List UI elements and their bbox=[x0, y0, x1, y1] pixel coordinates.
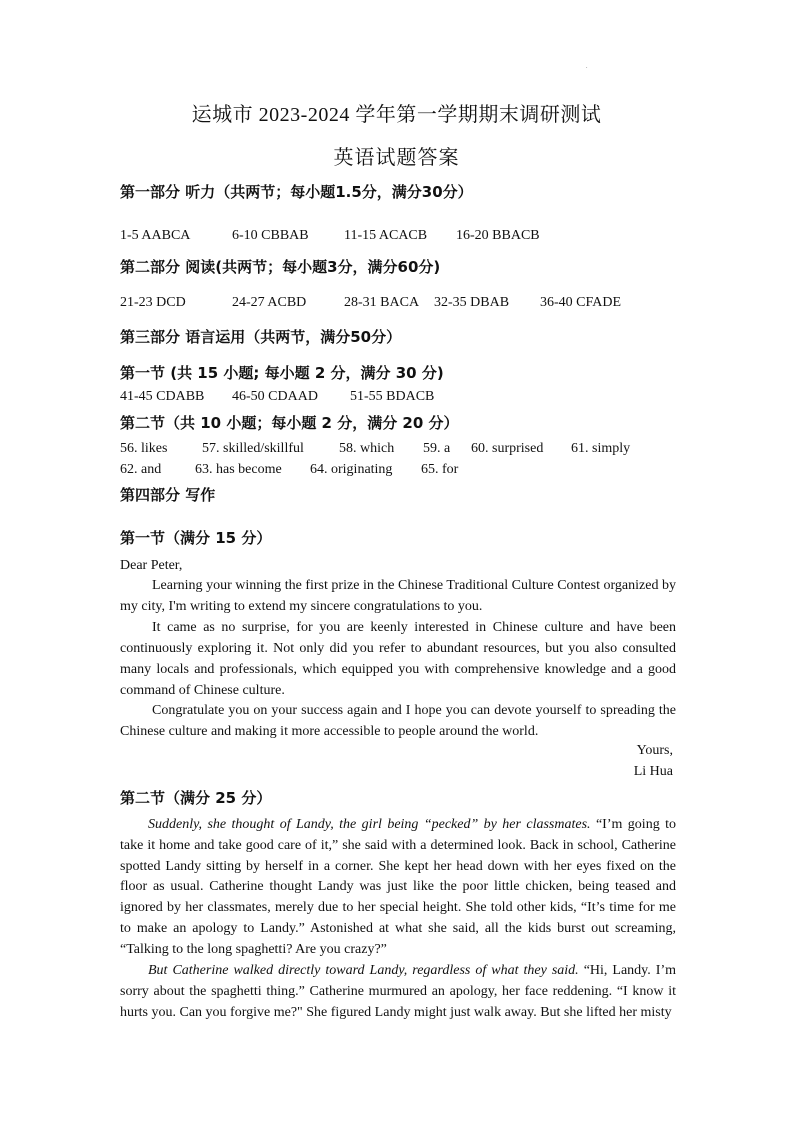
answer-group: 36-40 CFADE bbox=[540, 295, 622, 310]
answer-group: 6-10 CBBAB bbox=[232, 228, 309, 243]
answer-group: 28-31 BACA bbox=[344, 295, 420, 310]
essay-paragraph-1 bbox=[120, 815, 676, 961]
answer-item: 62. and bbox=[120, 462, 162, 477]
decorative-dot: . bbox=[586, 64, 588, 70]
exam-subtitle: 英语试题答案 bbox=[333, 147, 460, 169]
part4-section1-heading: 第一节（满分 15 分） bbox=[120, 529, 272, 547]
letter-paragraph: Learning your winning the first prize in the Chinese Traditional Culture Contest organized by my city, I'm writing to extend my sincere congratulations to you. bbox=[120, 578, 676, 614]
exam-title: 运城市 2023-2024 学年第一学期期末调研测试 bbox=[191, 104, 602, 126]
part4-heading: 第四部分 写作 bbox=[120, 486, 216, 504]
part3-section2-heading: 第二节（共 10 小题；每小题 2 分，满分 20 分） bbox=[120, 414, 459, 432]
answer-item: 64. originating bbox=[310, 462, 393, 477]
essay-paragraph-2 bbox=[120, 961, 676, 1023]
answer-group: 32-35 DBAB bbox=[434, 295, 510, 310]
part3-heading: 第三部分 语言运用（共两节，满分50分） bbox=[120, 328, 402, 346]
answer-group: 24-27 ACBD bbox=[232, 295, 307, 310]
essay-lead-sentence: But Catherine walked directly toward Landy, regardless of what they said. bbox=[148, 963, 579, 978]
answer-item: 63. has become bbox=[195, 462, 282, 477]
essay-lead-sentence: Suddenly, she thought of Landy, the girl being “pecked” by her classmates. bbox=[148, 817, 591, 832]
answer-group: 21-23 DCD bbox=[120, 295, 186, 310]
answer-group: 51-55 BDACB bbox=[350, 389, 435, 404]
answer-group: 16-20 BBACB bbox=[456, 228, 540, 243]
part2-heading: 第二部分 阅读(共两节；每小题3分，满分60分) bbox=[120, 258, 441, 276]
answer-item: 57. skilled/skillful bbox=[202, 441, 304, 456]
answer-item: 61. simply bbox=[571, 441, 631, 456]
part4-section2-heading: 第二节（满分 25 分） bbox=[120, 789, 272, 807]
answer-group: 41-45 CDABB bbox=[120, 389, 205, 404]
letter-signature: Li Hua bbox=[633, 764, 673, 779]
part3-section1-heading: 第一节 (共 15 小题; 每小题 2 分，满分 30 分) bbox=[120, 364, 444, 382]
letter-paragraph: Congratulate you on your success again and I hope you can devote yourself to spreading the Chinese culture and making it more accessible to people around the world. bbox=[120, 703, 676, 739]
essay-body: “I’m going to take it home and take good care of it,” she said with a determined look. Back in school, Catherine spotted Landy sitting by herself in a corner. She kept her head down with her eyes fixed on the floor as usual. Catherine thought Landy was just like the poor little chicken, being teased and ignored by her classmates, merely due to her special height. She told other kids, “It’s time for me to make an apology to Landy.” Astonished at what she said, all the kids burst out screaming, “Talking to the long spaghetti? Are you crazy?” bbox=[120, 817, 676, 957]
answer-group: 11-15 ACACB bbox=[344, 228, 428, 243]
answer-item: 58. which bbox=[339, 441, 395, 456]
part1-heading: 第一部分 听力（共两节；每小题1.5分，满分30分） bbox=[120, 183, 473, 201]
answer-item: 60. surprised bbox=[471, 441, 544, 456]
letter-closing: Yours, bbox=[636, 743, 673, 758]
answer-group: 1-5 AABCA bbox=[120, 228, 191, 243]
answer-group: 46-50 CDAAD bbox=[232, 389, 318, 404]
letter-salutation: Dear Peter, bbox=[120, 558, 183, 573]
answer-item: 56. likes bbox=[120, 441, 168, 456]
essay-body: “Hi, Landy. I’m sorry about the spaghetti thing.” Catherine murmured an apology, her face reddening. “I know it hurts you. Can you forgive me?" She figured Landy might just walk away. But she lifted her misty bbox=[120, 963, 676, 1020]
answer-item: 59. a bbox=[423, 441, 451, 456]
answer-item: 65. for bbox=[421, 462, 459, 477]
letter-paragraph: It came as no surprise, for you are keenly interested in Chinese culture and have been continuously exploring it. Not only did you refer to abundant resources, but you also consulted many locals and professionals, which equipped you with comprehensive knowledge and a good command of Chinese culture. bbox=[120, 620, 676, 698]
